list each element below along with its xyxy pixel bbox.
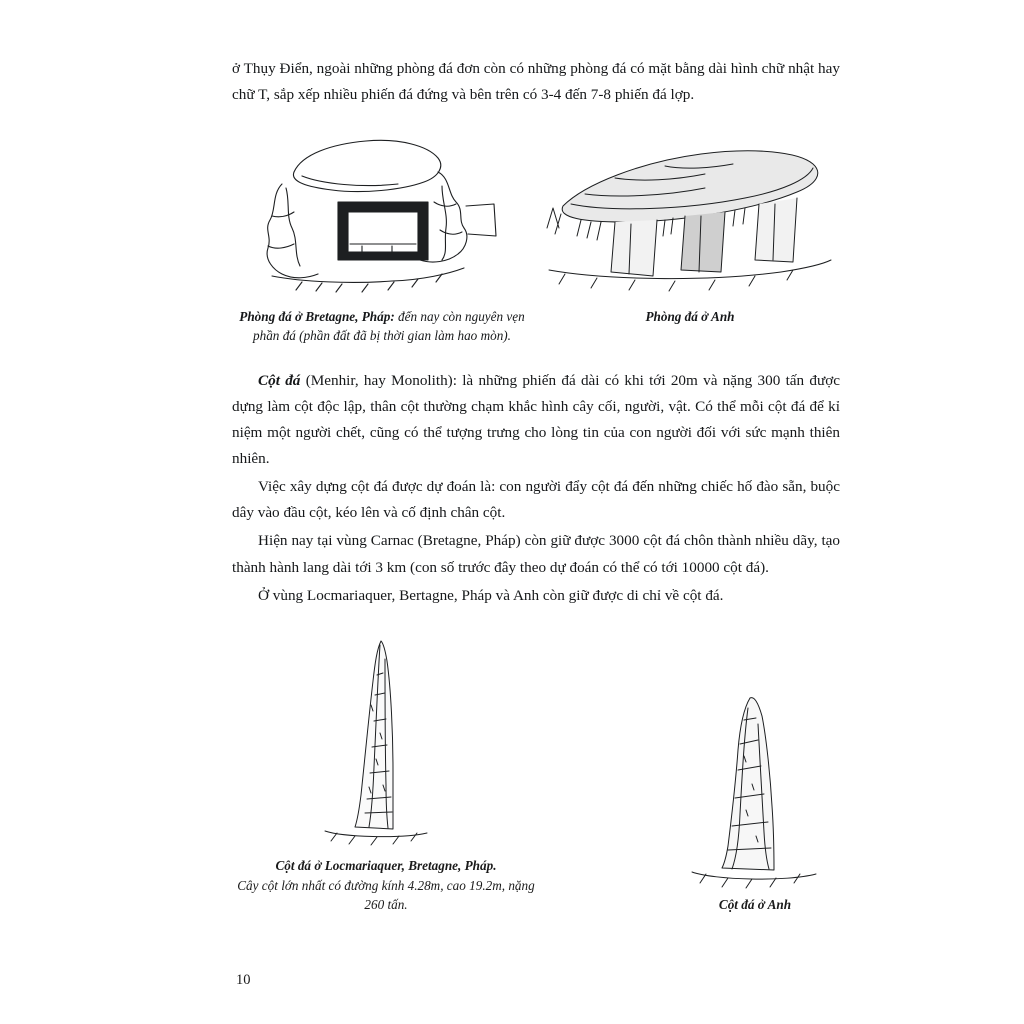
paragraph-cot-da-text: (Menhir, hay Monolith): là những phiến đá dài có khi tới 20m và nặng 300 tấn được dựng làm cột độc lập, thân cột thường chạm khắc hình cây cối, người, vật. Có thể mỗi cột đá để kỉ niệm một người chết, cũng có thể tượng trưng cho lòng tin của con người đối với sức mạnh thiên nhiên. — [232, 371, 840, 467]
menhir-locmariaquer-line-drawing — [281, 635, 491, 850]
dolmen-bretagne-line-drawing — [242, 124, 522, 299]
paragraph-cot-da — [232, 368, 840, 473]
figure-caption-bretagne — [232, 307, 532, 345]
figure-dolmen-bretagne — [232, 124, 532, 345]
paragraph-locmariaquer: Ở vùng Locmariaquer, Bertagne, Pháp và Anh còn giữ được di chỉ về cột đá. — [258, 586, 724, 604]
figure-menhir-locmariaquer — [232, 635, 540, 915]
figure-caption-england-menhir — [719, 895, 791, 915]
page-content — [232, 56, 840, 915]
figure-caption-title: Phòng đá ở Bretagne, Pháp: — [239, 309, 395, 325]
paragraph-construction: Việc xây dựng cột đá được dự đoán là: con người đẩy cột đá đến những chiếc hố đào sẵn, buộc dây vào đầu cột, kéo lên và cố định chân cột. — [232, 478, 840, 522]
figure-menhir-england — [670, 674, 840, 915]
figure-row-menhirs — [232, 635, 840, 915]
figure-caption-rest: đến nay còn nguyên vẹn phần đá (phần đất đã bị thời gian làm hao mòn). — [253, 309, 525, 344]
paragraph-intro: ở Thụy Điển, ngoài những phòng đá đơn còn có những phòng đá có mặt bằng dài hình chữ nhật hay chữ T, sắp xếp nhiều phiến đá đứng và bên trên có 3-4 đến 7-8 phiến đá lợp. — [232, 60, 840, 104]
figure-caption-title: Cột đá ở Anh — [718, 897, 792, 913]
figure-caption-rest: Cây cột lớn nhất có đường kính 4.28m, cao 19.2m, nặng 260 tấn. — [237, 877, 535, 913]
term-cot-da: Cột đá — [258, 371, 301, 389]
figure-row-dolmens — [232, 124, 840, 345]
figure-caption-title: Cột đá ở Locmariaquer, Bretagne, Pháp. — [275, 857, 497, 873]
paragraph-carnac: Hiện nay tại vùng Carnac (Bretagne, Pháp) còn giữ được 3000 cột đá chôn thành nhiều dãy, tạo thành hành lang dài tới 3 km (con số trước đây theo dự đoán có thể có tới 10000 cột đá). — [232, 532, 840, 576]
page-number: 10 — [236, 972, 251, 988]
figure-caption-england-dolmen — [645, 307, 734, 326]
figure-caption-title: Phòng đá ở Anh — [645, 309, 735, 325]
figure-caption-locmariaquer — [232, 856, 540, 915]
dolmen-england-line-drawing — [545, 124, 835, 299]
figure-dolmen-england — [540, 124, 840, 326]
menhir-england-line-drawing — [670, 674, 840, 889]
